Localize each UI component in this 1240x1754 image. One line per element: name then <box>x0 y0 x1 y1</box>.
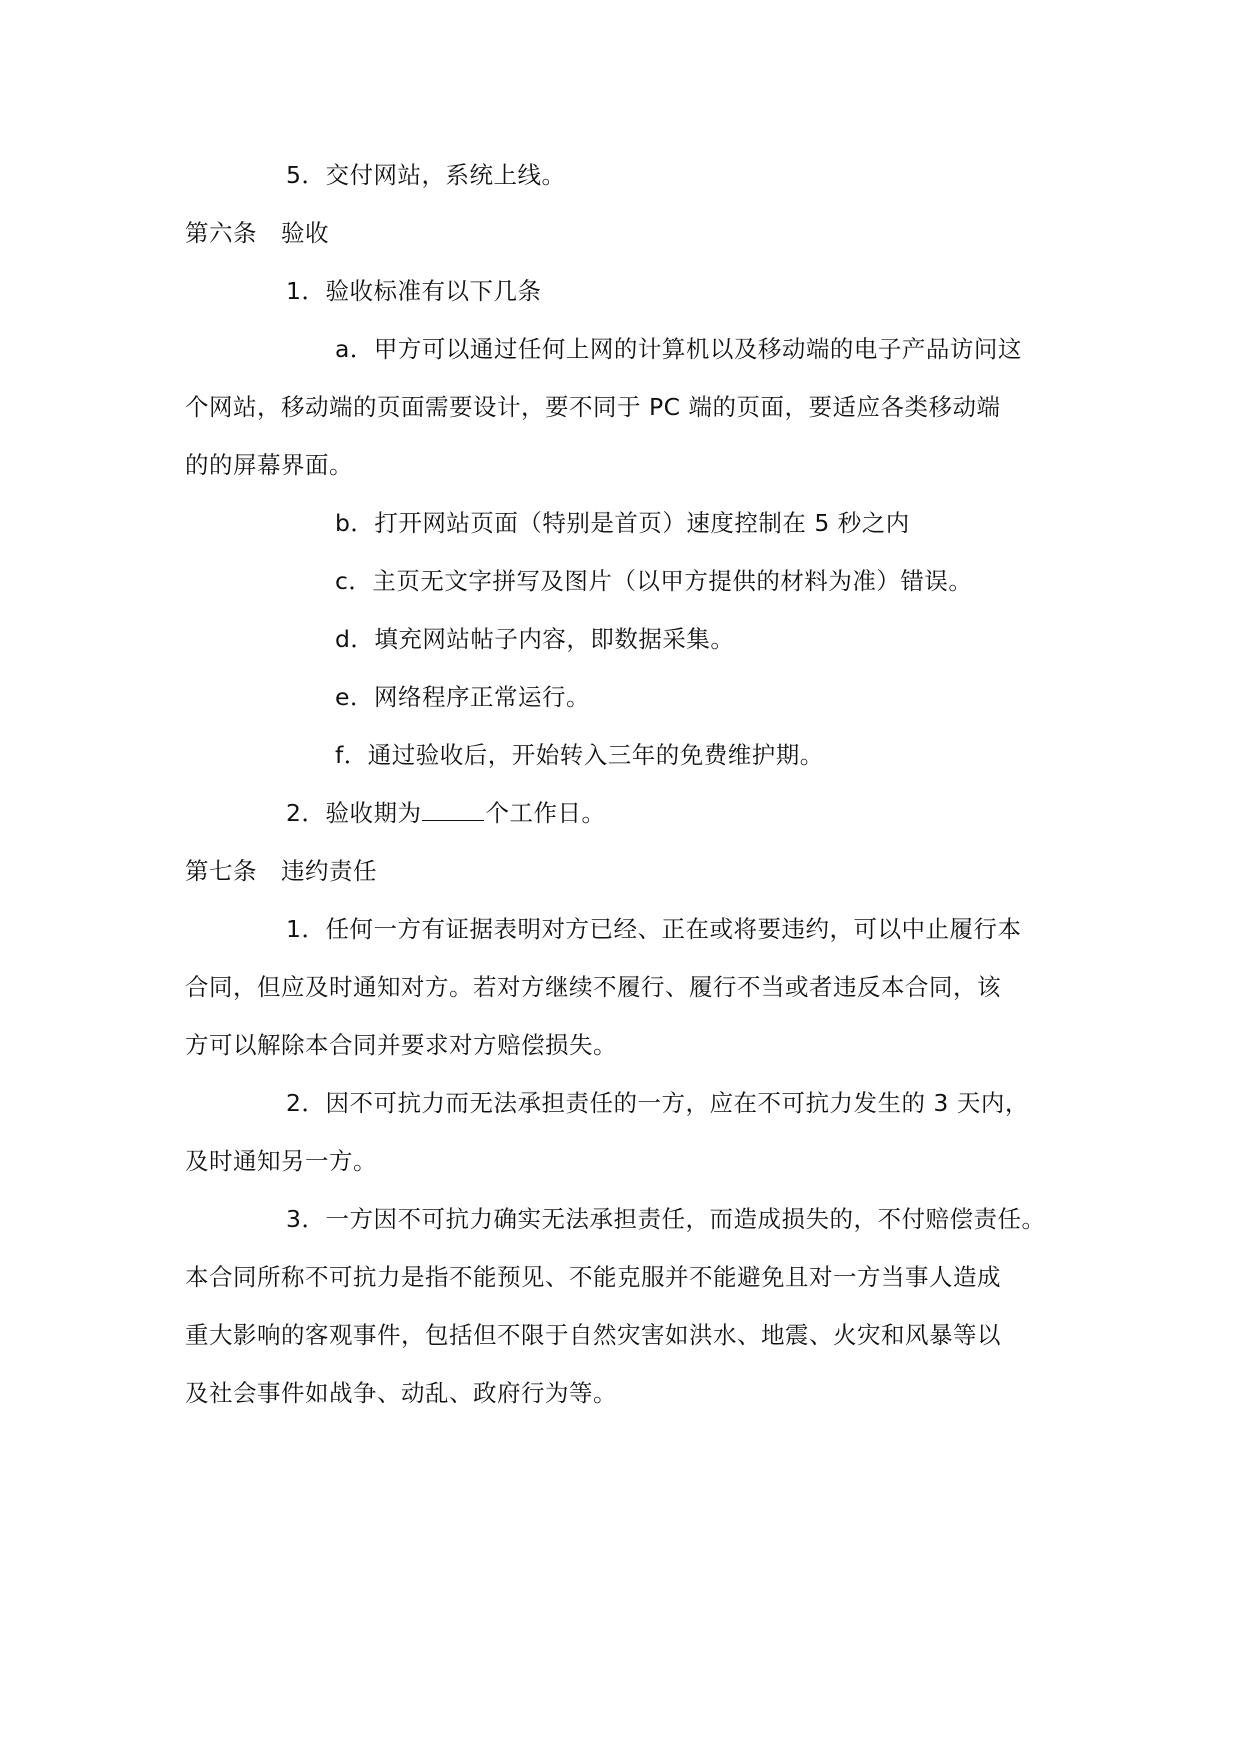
criterion-d: d．填充网站帖子内容，即数据采集。 <box>335 625 735 653</box>
article-6-number: 第六条 <box>185 219 257 247</box>
liability-1-line-3: 方可以解除本合同并要求对方赔偿损失。 <box>185 1031 617 1059</box>
article-6-title: 验收 <box>281 219 329 247</box>
liability-2-line-1: 2．因不可抗力而无法承担责任的一方，应在不可抗力发生的 3 天内， <box>286 1089 1029 1117</box>
liability-3-line-1: 3．一方因不可抗力确实无法承担责任，而造成损失的，不付赔偿责任。 <box>286 1205 1046 1233</box>
liability-1-line-1: 1．任何一方有证据表明对方已经、正在或将要违约，可以中止履行本 <box>286 915 1022 943</box>
criterion-a-line-2: 个网站，移动端的页面需要设计，要不同于 PC 端的页面，要适应各类移动端 <box>185 393 1001 421</box>
criterion-a-line-3: 的的屏幕界面。 <box>185 451 353 479</box>
criterion-a-line-1: a．甲方可以通过任何上网的计算机以及移动端的电子产品访问这 <box>335 335 1022 363</box>
liability-3-line-3: 重大影响的客观事件，包括但不限于自然灾害如洪水、地震、火灾和风暴等以 <box>185 1321 1001 1349</box>
article-7-title: 违约责任 <box>281 857 377 885</box>
item-2-suffix: 个工作日。 <box>485 799 606 827</box>
criterion-b: b．打开网站页面（特别是首页）速度控制在 5 秒之内 <box>335 509 910 537</box>
criterion-c: c．主页无文字拼写及图片（以甲方提供的材料为准）错误。 <box>335 567 973 595</box>
article-7-heading <box>185 855 377 887</box>
liability-2-line-2: 及时通知另一方。 <box>185 1147 377 1175</box>
article-6-item-1: 1．验收标准有以下几条 <box>286 277 542 305</box>
item-5-deliver: 5．交付网站，系统上线。 <box>286 161 566 189</box>
item-2-prefix: 2．验收期为 <box>286 799 422 827</box>
article-7-number: 第七条 <box>185 857 257 885</box>
article-6-heading <box>185 217 329 249</box>
criterion-e: e．网络程序正常运行。 <box>335 683 590 711</box>
criterion-f: f．通过验收后，开始转入三年的免费维护期。 <box>335 741 824 769</box>
article-6-item-2 <box>286 797 605 829</box>
liability-3-line-2: 本合同所称不可抗力是指不能预见、不能克服并不能避免且对一方当事人造成 <box>185 1263 1001 1291</box>
liability-1-line-2: 合同，但应及时通知对方。若对方继续不履行、履行不当或者违反本合同，该 <box>185 973 1001 1001</box>
days-blank-field <box>422 798 484 821</box>
liability-3-line-4: 及社会事件如战争、动乱、政府行为等。 <box>185 1379 617 1407</box>
